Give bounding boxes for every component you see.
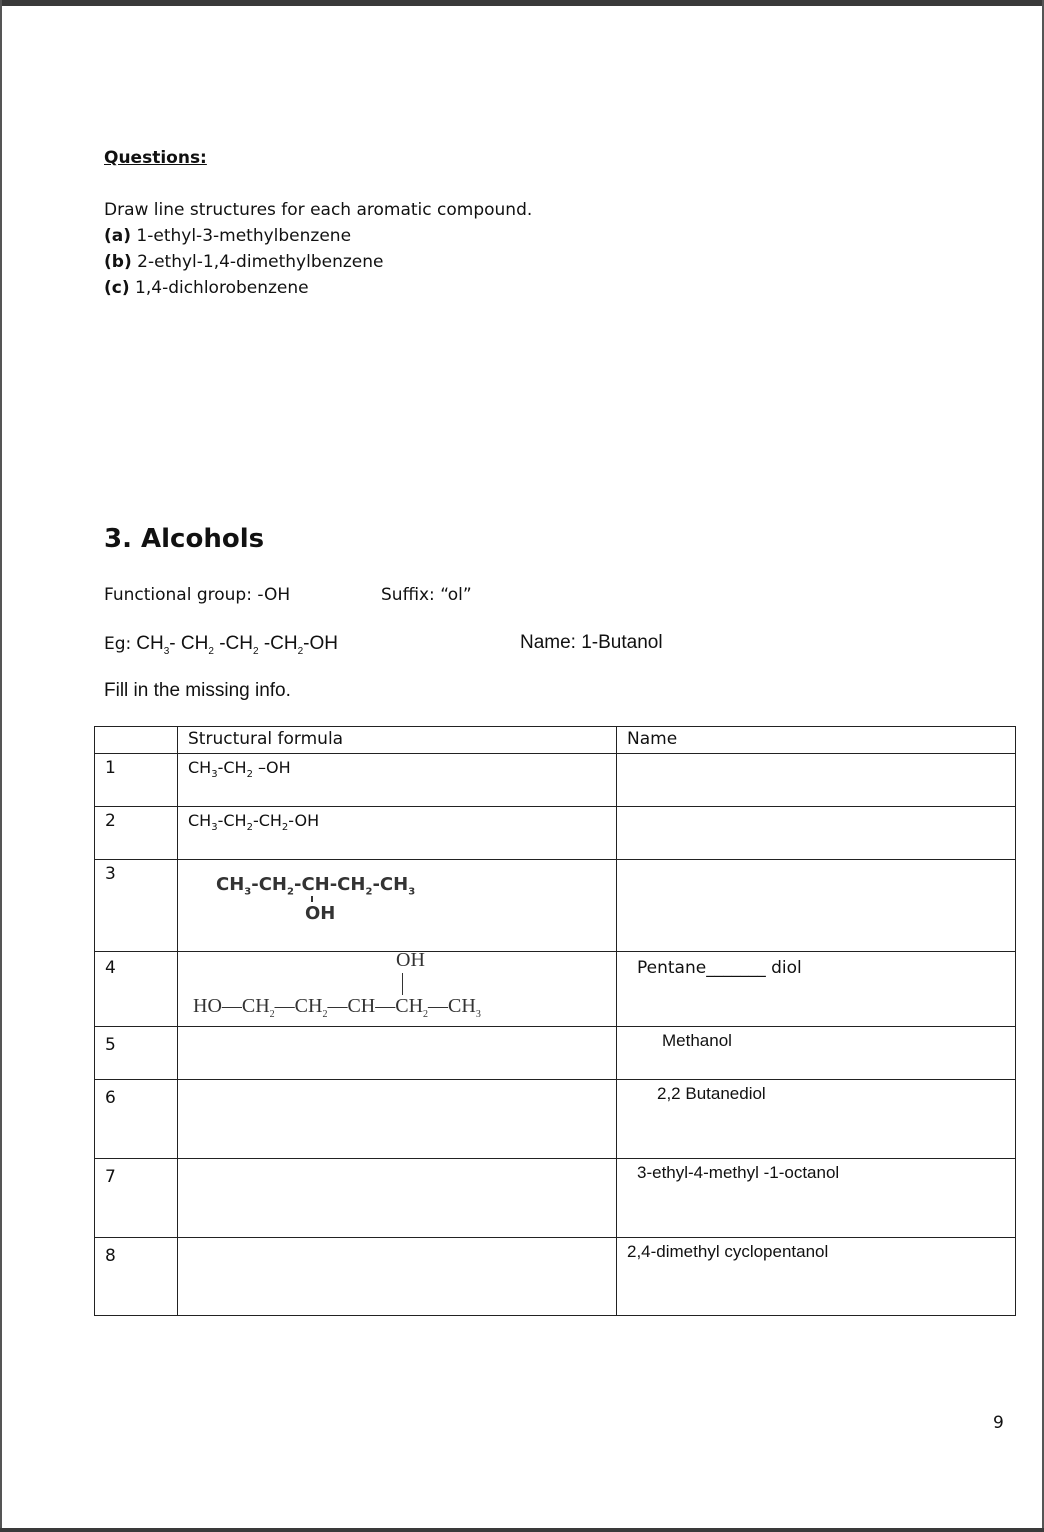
question-text: 2-ethyl-1,4-dimethylbenzene — [137, 252, 384, 272]
questions-heading: Questions: — [104, 148, 207, 168]
row-number: 5 — [95, 1027, 178, 1080]
question-text: 1,4-dichlorobenzene — [135, 278, 309, 298]
example-label: Eg: — [104, 634, 132, 654]
name-text: Methanol — [662, 1031, 732, 1050]
name-cell[interactable] — [617, 754, 1016, 807]
table-row — [95, 807, 1016, 860]
name-text: 3-ethyl-4-methyl -1-octanol — [637, 1163, 840, 1182]
structural-formula-cell — [178, 860, 617, 952]
table-row — [95, 1080, 1016, 1159]
questions-instruction: Draw line structures for each aromatic compound. — [104, 200, 533, 220]
example-formula: Eg: $CH_3-$ $CH_2$ $-CH_2$ $-CH_2-OH$ — [104, 633, 338, 657]
row-number: 8 — [95, 1238, 178, 1316]
question-item-b — [104, 251, 383, 273]
name-cell[interactable] — [617, 860, 1016, 952]
row-number: 7 — [95, 1159, 178, 1238]
row-number: 1 — [95, 754, 178, 807]
header-structural-formula: Structural formula — [178, 727, 617, 754]
row-number: 6 — [95, 1080, 178, 1159]
structural-formula-cell[interactable] — [178, 1238, 617, 1316]
formula-chain: $HO—CH_2—CH_2—CH—CH_2—CH_3$ — [193, 995, 481, 1020]
hydroxyl-group: OH — [305, 903, 336, 924]
question-item-a — [104, 225, 351, 247]
name-blank[interactable]: _______ — [706, 958, 766, 978]
row-number: 3 — [95, 860, 178, 952]
header-name: Name — [617, 727, 1016, 754]
name-cell[interactable] — [617, 952, 1016, 1027]
bond-line — [402, 973, 403, 995]
name-prefix: Pentane — [637, 958, 707, 978]
page-number: 9 — [993, 1413, 1004, 1433]
example-name: Name: 1-Butanol — [520, 632, 663, 653]
structural-formula-cell[interactable] — [178, 1080, 617, 1159]
table-row — [95, 1238, 1016, 1316]
name-cell — [617, 1159, 1016, 1238]
question-text: 1-ethyl-3-methylbenzene — [136, 226, 352, 246]
top-border — [0, 0, 1044, 6]
structural-formula-cell — [178, 949, 617, 1027]
table-header-row — [95, 727, 1016, 754]
question-label: (b) — [104, 252, 132, 272]
header-cell — [95, 727, 178, 754]
name-cell — [617, 1027, 1016, 1080]
bottom-border — [0, 1528, 1044, 1532]
question-label: (a) — [104, 226, 132, 246]
name-text: 2,2 Butanediol — [657, 1084, 766, 1103]
section-title: 3. Alcohols — [104, 524, 265, 554]
structural-formula-cell: $CH_3-CH_2-CH_2-OH$ — [178, 807, 617, 860]
table-row — [95, 754, 1016, 807]
row-number: 4 — [95, 952, 178, 1027]
question-item-c — [104, 277, 309, 299]
suffix: Suffix: “ol” — [381, 585, 472, 605]
structural-formula-cell[interactable] — [178, 1027, 617, 1080]
left-border — [0, 0, 2, 1532]
name-cell — [617, 1080, 1016, 1159]
question-label: (c) — [104, 278, 130, 298]
functional-group: Functional group: -OH — [104, 585, 291, 605]
name-suffix: diol — [765, 958, 802, 978]
name-cell[interactable] — [617, 807, 1016, 860]
table-row — [95, 1027, 1016, 1080]
row-number: 2 — [95, 807, 178, 860]
table-row — [95, 952, 1016, 1027]
formula-chain: $CH_3-CH_2-CH-CH_2-CH_3$ — [216, 874, 416, 898]
alcohols-table — [94, 726, 1016, 1316]
structural-formula-cell[interactable] — [178, 1159, 617, 1238]
name-cell — [617, 1238, 1016, 1316]
structural-formula-cell: $CH_3-CH_2$ –OH — [178, 754, 617, 807]
table-row — [95, 1159, 1016, 1238]
name-text: 2,4-dimethyl cyclopentanol — [627, 1242, 829, 1261]
hydroxyl-group: OH — [396, 949, 425, 971]
fill-in-instruction: Fill in the missing info. — [104, 680, 291, 701]
bond-line — [311, 896, 313, 902]
table-row — [95, 860, 1016, 952]
